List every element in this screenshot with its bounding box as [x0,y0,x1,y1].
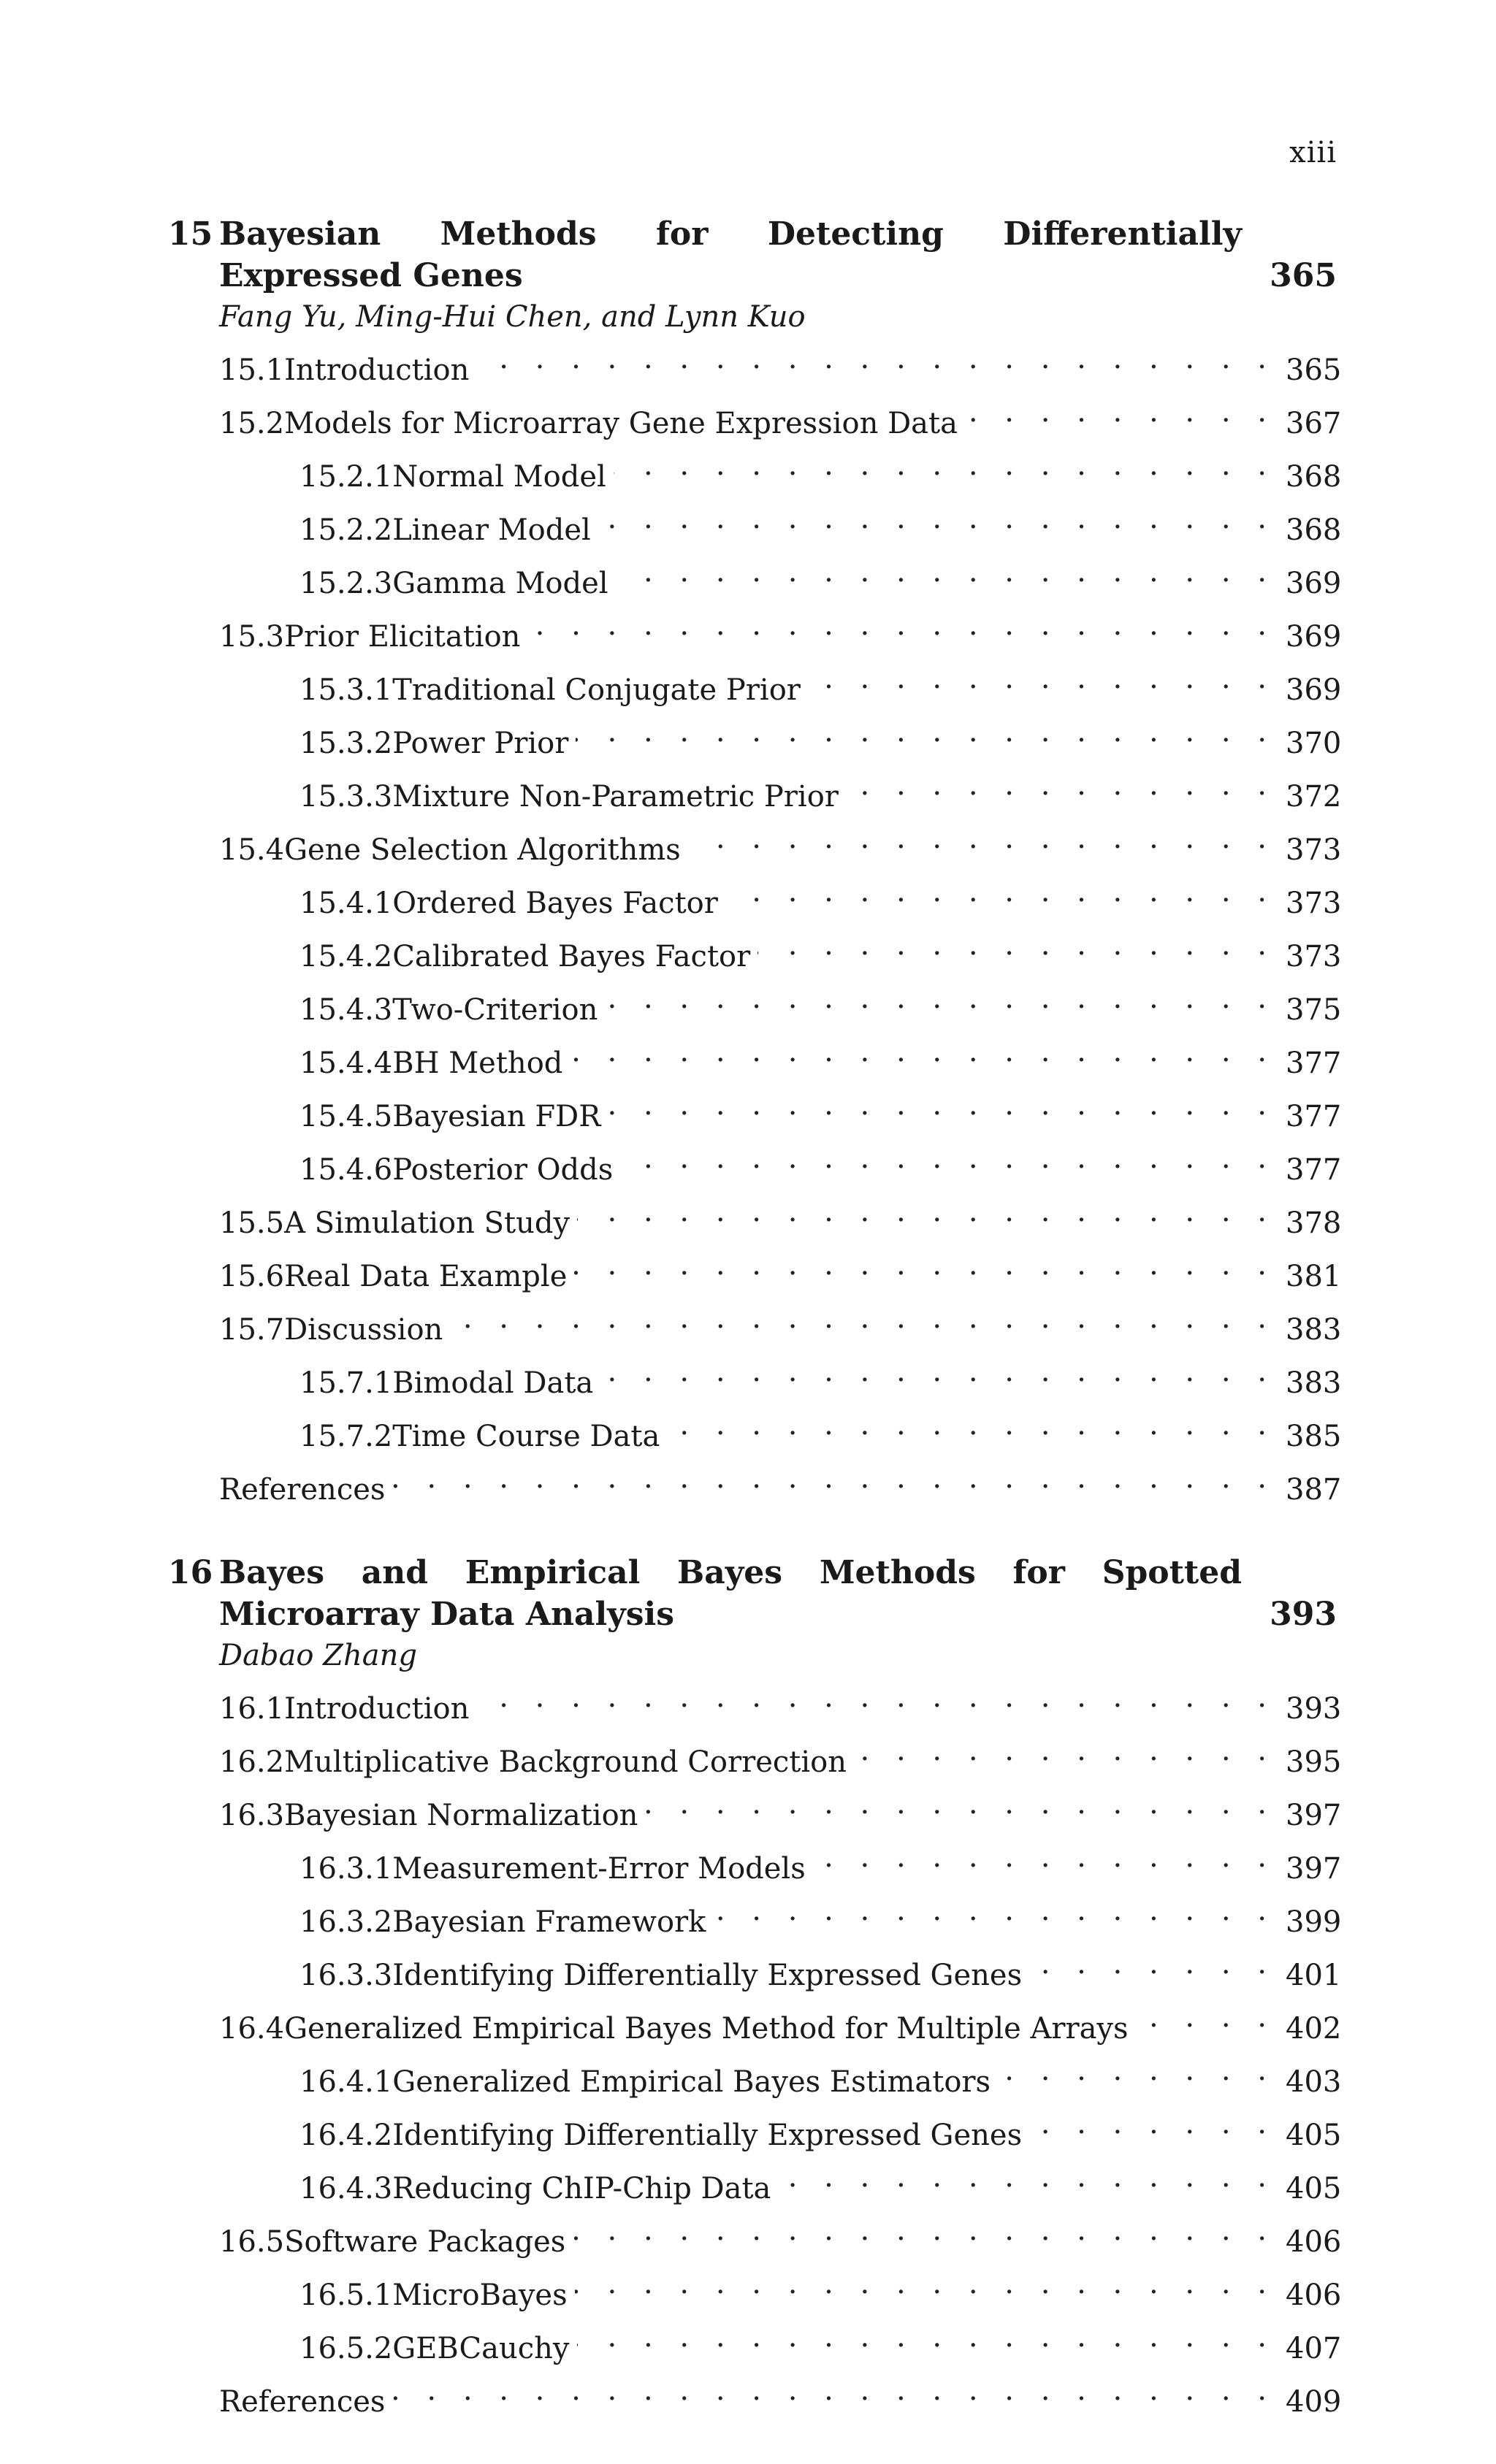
section-number: 16.3.3 [299,1959,393,1992]
section-page: 373 [1286,833,1342,867]
dot-leader [1029,1943,1275,1985]
section-page: 367 [1286,407,1342,440]
toc-entry [168,1404,1342,1458]
section-page: 378 [1286,1206,1342,1240]
toc-entry [168,1138,1342,1191]
dot-leader [577,1191,1275,1233]
section-page: 369 [1286,567,1342,600]
section-page: 370 [1286,727,1342,760]
toc-entry [168,2263,1342,2316]
toc-entry [168,2316,1342,2370]
toc-entry [168,2157,1342,2210]
toc-entry [168,1997,1342,2050]
toc-entry [168,2050,1342,2103]
section-title: Bimodal Data [392,1366,594,1400]
toc-entry [168,1031,1342,1084]
section-title: Reducing ChIP-Chip Data [392,2172,771,2205]
dot-leader [616,551,1275,593]
dot-leader [713,1890,1275,1932]
section-number: 15.2 [219,407,285,440]
section-number: 16.4 [219,2012,285,2046]
toc-entry [168,1298,1342,1351]
section-title: Software Packages [284,2225,566,2259]
toc-entry [168,1244,1342,1298]
dot-leader [757,925,1275,966]
section-title: Generalized Empirical Bayes Estimators [392,2065,991,2099]
dot-leader [527,605,1275,646]
toc-entry [168,1351,1342,1404]
section-title: Mixture Non-Parametric Prior [392,780,839,814]
section-number: 16.4.2 [299,2119,393,2152]
toc-entry [168,711,1342,765]
dot-leader [808,658,1275,700]
dot-leader [854,1730,1275,1772]
section-title: A Simulation Study [284,1206,570,1240]
section-number: 15.4 [219,833,285,867]
section-page: 409 [1286,2385,1342,2419]
section-title: Introduction [284,353,470,387]
toc-entry [168,605,1342,658]
dot-leader [688,818,1275,860]
section-title: Posterior Odds [392,1153,614,1187]
chapter-authors: Fang Yu, Ming-Hui Chen, and Lynn Kuo [219,300,806,334]
table-of-contents [168,213,1342,2464]
section-page: 383 [1286,1313,1342,1347]
section-title: MicroBayes [392,2279,568,2312]
section-page: 368 [1286,460,1342,494]
dot-leader [598,498,1275,540]
section-number: 16.5 [219,2225,285,2259]
section-page: 381 [1286,1260,1342,1293]
section-title: Calibrated Bayes Factor [392,940,751,973]
toc-entry [168,2210,1342,2263]
section-number: 15.2.2 [299,513,393,547]
section-title: Introduction [284,1692,470,1726]
section-title: Multiplicative Background Correction [284,1745,847,1779]
section-number: 16.3.2 [299,1905,393,1939]
section-title: Gamma Model [392,567,608,600]
dot-leader [645,1783,1275,1825]
section-title: Traditional Conjugate Prior [392,673,801,707]
dot-leader [667,1404,1275,1446]
dot-leader [605,978,1275,1019]
section-title: Normal Model [392,460,606,494]
section-page: 405 [1286,2172,1342,2205]
section-page: 402 [1286,2012,1342,2046]
dot-leader [614,445,1275,486]
section-number: 16.1 [219,1692,285,1726]
section-number: 16.4.1 [299,2065,393,2099]
section-title: Gene Selection Algorithms [284,833,681,867]
section-title: References [219,2385,386,2419]
dot-leader [392,1458,1275,1499]
section-number: 15.3.3 [299,780,393,814]
toc-entry [168,765,1342,818]
toc-entry [168,658,1342,711]
toc-entry [168,978,1342,1031]
dot-leader [575,2263,1275,2305]
section-title: References [219,1473,386,1507]
section-page: 407 [1286,2332,1342,2365]
dot-leader [476,1677,1275,1718]
section-page: 373 [1286,887,1342,920]
section-title: GEBCauchy [392,2332,570,2365]
section-list [168,1677,1342,2423]
dot-leader [846,765,1275,806]
section-title: Bayesian Framework [392,1905,706,1939]
chapter-page: 365 [1270,257,1337,294]
dot-leader [600,1351,1275,1393]
chapter [168,213,1342,1511]
section-number: 15.7.2 [299,1420,393,1453]
section-page: 377 [1286,1100,1342,1133]
chapter-heading [168,213,1337,296]
dot-leader [392,2370,1275,2411]
section-page: 387 [1286,1473,1342,1507]
dot-leader [1136,1997,1275,2038]
toc-entry [168,338,1342,391]
section-page: 368 [1286,513,1342,547]
section-page: 393 [1286,1692,1342,1726]
toc-entry [168,818,1342,871]
section-page: 377 [1286,1047,1342,1080]
section-page: 406 [1286,2225,1342,2259]
section-page: 373 [1286,940,1342,973]
chapter-authors: Dabao Zhang [219,1639,417,1672]
dot-leader [1029,2103,1275,2145]
section-number: 15.7.1 [299,1366,393,1400]
dot-leader [608,1084,1275,1126]
dot-leader [570,1031,1275,1073]
chapter-title: Bayesian Methods for Detecting Differentially Expressed Genes [219,215,1242,294]
section-number: 15.4.2 [299,940,393,973]
section-number: 16.3.1 [299,1852,393,1886]
dot-leader [577,2316,1276,2358]
toc-entry [168,1890,1342,1943]
section-title: Measurement-Error Models [392,1852,806,1886]
section-title: Real Data Example [284,1260,568,1293]
section-title: Bayesian Normalization [284,1799,638,1832]
toc-entry [168,1458,1342,1511]
dot-leader [576,711,1275,753]
section-title: Linear Model [392,513,591,547]
section-page: 397 [1286,1799,1342,1832]
dot-leader [965,391,1275,433]
toc-entry [168,391,1342,445]
section-title: Identifying Differentially Expressed Genes [392,2119,1023,2152]
section-number: 15.2.1 [299,460,393,494]
section-number: 15.1 [219,353,285,387]
section-number: 15.4.6 [299,1153,393,1187]
toc-entry [168,2370,1342,2423]
section-page: 372 [1286,780,1342,814]
section-title: Bayesian FDR [392,1100,601,1133]
section-number: 15.2.3 [299,567,393,600]
dot-leader [620,1138,1275,1179]
chapter-number: 15 [168,215,213,253]
toc-entry [168,925,1342,978]
section-title: Generalized Empirical Bayes Method for Multiple Arrays [284,2012,1129,2046]
toc-entry [168,1783,1342,1837]
section-title: Ordered Bayes Factor [392,887,718,920]
section-title: Power Prior [392,727,569,760]
toc-entry [168,1084,1342,1138]
section-page: 403 [1286,2065,1342,2099]
section-title: BH Method [392,1047,563,1080]
chapter-number: 16 [168,1554,213,1591]
chapter-page: 393 [1270,1596,1337,1633]
toc-entry [168,1191,1342,1244]
toc-entry [168,1837,1342,1890]
dot-leader [998,2050,1275,2092]
section-number: 15.6 [219,1260,285,1293]
section-title: Models for Microarray Gene Expression Data [284,407,958,440]
toc-entry [168,871,1342,925]
section-number: 15.3.2 [299,727,393,760]
section-page: 405 [1286,2119,1342,2152]
section-number: 15.4.5 [299,1100,393,1133]
section-page: 365 [1286,353,1342,387]
dot-leader [573,2210,1275,2251]
toc-entry [168,445,1342,498]
section-title: Two-Criterion [392,993,598,1027]
section-number: 16.2 [219,1745,285,1779]
toc-entry [168,551,1342,605]
toc-entry [168,1677,1342,1730]
section-page: 377 [1286,1153,1342,1187]
toc-entry [168,1943,1342,1997]
page-number: xiii [1289,136,1337,169]
toc-entry [168,1730,1342,1783]
section-title: Identifying Differentially Expressed Genes [392,1959,1023,1992]
section-number: 16.4.3 [299,2172,393,2205]
section-number: 15.5 [219,1206,285,1240]
section-number: 15.4.1 [299,887,393,920]
section-title: Prior Elicitation [284,620,521,654]
section-page: 399 [1286,1905,1342,1939]
section-number: 15.7 [219,1313,285,1347]
section-page: 385 [1286,1420,1342,1453]
chapter [168,1552,1342,2423]
dot-leader [476,338,1275,380]
chapter-title: Bayes and Empirical Bayes Methods for Spotted Microarray Data Analysis [219,1554,1242,1633]
toc-entry [168,2103,1342,2157]
section-list [168,338,1342,1511]
section-page: 395 [1286,1745,1342,1779]
section-number: 16.3 [219,1799,285,1832]
section-page: 375 [1286,993,1342,1027]
dot-leader [725,871,1275,913]
dot-leader [813,1837,1275,1878]
section-number: 15.4.3 [299,993,393,1027]
chapter-heading [168,1552,1337,1635]
section-number: 16.5.2 [299,2332,393,2365]
section-page: 397 [1286,1852,1342,1886]
section-title: Discussion [284,1313,443,1347]
section-number: 15.3.1 [299,673,393,707]
section-page: 369 [1286,620,1342,654]
section-page: 369 [1286,673,1342,707]
section-number: 16.5.1 [299,2279,393,2312]
dot-leader [450,1298,1275,1339]
dot-leader [574,1244,1275,1286]
section-number: 15.4.4 [299,1047,393,1080]
section-page: 406 [1286,2279,1342,2312]
section-number: 15.3 [219,620,285,654]
section-page: 383 [1286,1366,1342,1400]
section-title: Time Course Data [392,1420,660,1453]
dot-leader [778,2157,1275,2198]
section-page: 401 [1286,1959,1342,1992]
toc-entry [168,498,1342,551]
